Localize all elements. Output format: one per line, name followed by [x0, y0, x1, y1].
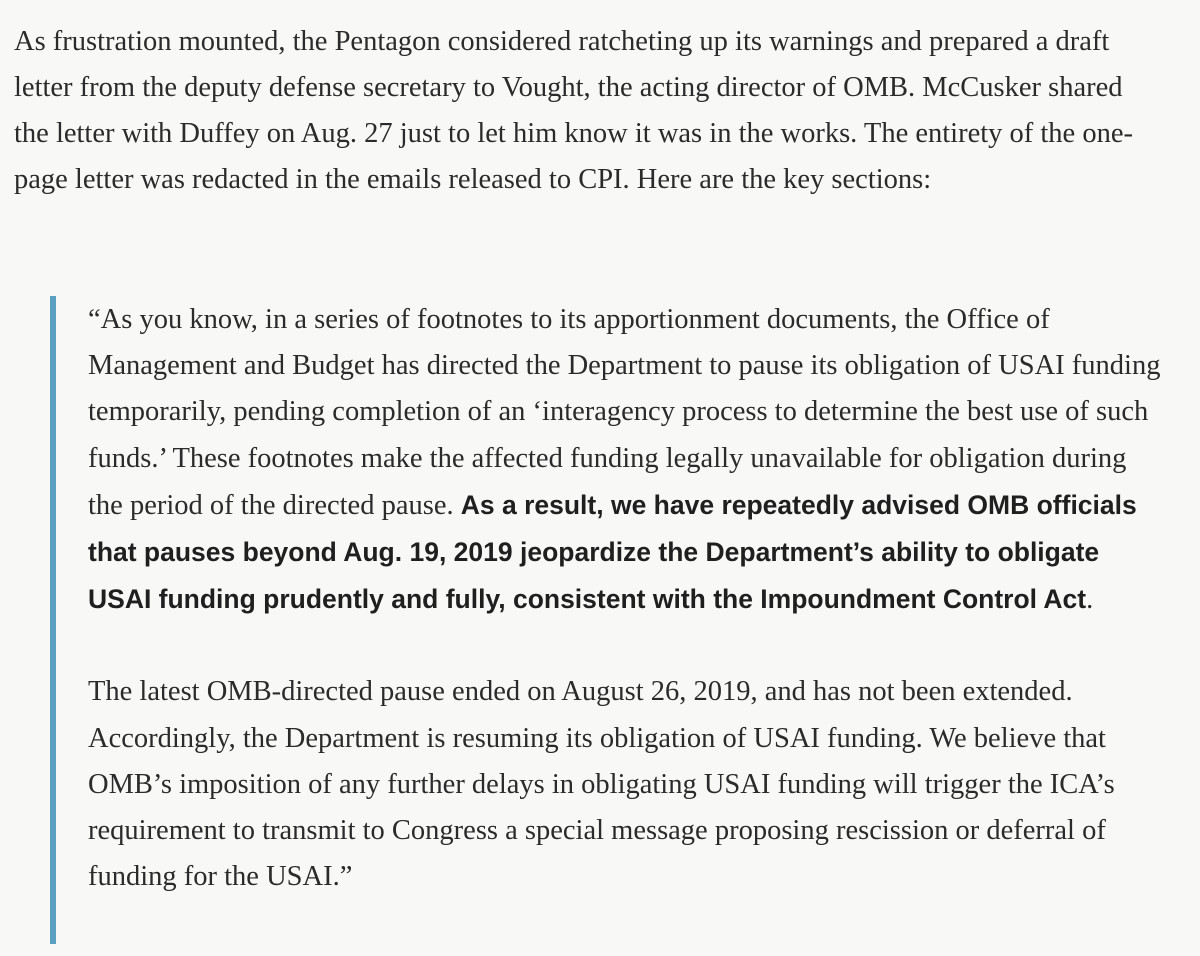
quote-paragraph-1 [88, 297, 1168, 623]
quote-accent-bar [50, 296, 56, 944]
block-quote [50, 296, 1190, 944]
quote-emphasis: As a result, we have repeatedly advised OMB officials that pauses beyond Aug. 19, 2019 jeopardize the Department’s ability to obligate USAI funding prudently and fully, consistent with the Impoundment Control Act [88, 489, 1137, 615]
intro-paragraph: As frustration mounted, the Pentagon considered ratcheting up its warnings and prepared a draft letter from the deputy defense secretary to Vought, the acting director of OMB. McCusker shared the letter with Duffey on Aug. 27 just to let him know it was in the works. The entirety of the one-page letter was redacted in the emails released to CPI. Here are the key sections: [14, 26, 1133, 195]
quote-paragraph-1-end: . [1086, 584, 1094, 616]
quote-paragraph-1-text: “As you know, in a series of footnotes to its apportionment documents, the Office of Management and Budget has directed the Department to pause its obligation of USAI funding temporarily, pending completion of an ‘interagency process to determine the best use of such funds.’ These footnotes make the affected funding legally unavailable for obligation during the period of the directed pause. [88, 304, 1161, 521]
quote-body [88, 297, 1168, 900]
quote-paragraph-2: The latest OMB-directed pause ended on August 26, 2019, and has not been extended. Accordingly, the Department is resuming its obligation of USAI funding. We believe that OMB’s imposition of any further delays in obligating USAI funding will trigger the ICA’s requirement to transmit to Congress a special message proposing rescission or deferral of funding for the USAI.” [88, 676, 1115, 893]
